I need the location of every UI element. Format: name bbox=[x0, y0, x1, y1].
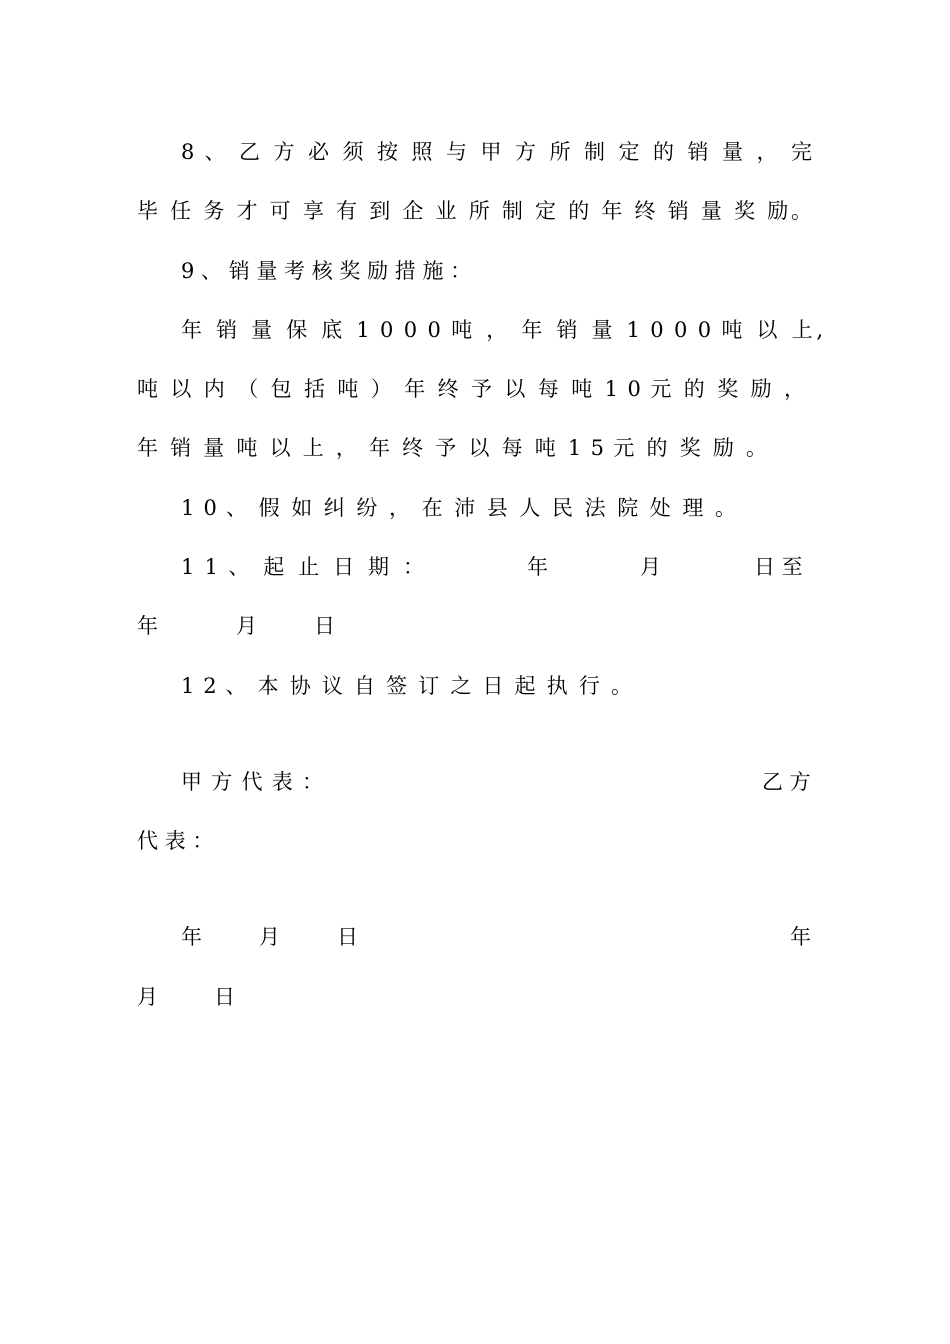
party-b-sign-day: 日 bbox=[214, 985, 235, 1009]
party-b-sign-year: 年 bbox=[790, 925, 811, 949]
party-a-sign-month: 月 bbox=[259, 925, 280, 949]
clause-11-end-year: 年 bbox=[137, 614, 158, 638]
clause-12: 1 2 、 本 协 议 自 签 订 之 日 起 执 行 。 bbox=[181, 674, 632, 698]
clause-10: 1 0 、 假 如 纠 纷 ， 在 沛 县 人 民 法 院 处 理 。 bbox=[181, 496, 736, 520]
party-a-sign-day: 日 bbox=[337, 925, 358, 949]
party-b-representative-label-part-1: 乙 方 bbox=[762, 770, 811, 794]
clause-8-line-2: 毕 任 务 才 可 享 有 到 企 业 所 制 定 的 年 终 销 量 奖 励。 bbox=[137, 199, 812, 223]
party-b-sign-month: 月 bbox=[137, 985, 158, 1009]
party-a-sign-year: 年 bbox=[181, 925, 202, 949]
clause-9-heading: 9 、 销 量 考 核 奖 励 措 施 ： bbox=[181, 259, 472, 283]
clause-11-end-day: 日 bbox=[314, 614, 335, 638]
clause-11-start-year: 年 bbox=[527, 555, 548, 579]
party-b-representative-label-part-2: 代 表 ： bbox=[137, 829, 214, 853]
clause-11-end-month: 月 bbox=[236, 614, 257, 638]
clause-11-start-month: 月 bbox=[640, 555, 661, 579]
clause-9-line-1: 年 销 量 保 底 1 0 0 0 吨 ， 年 销 量 1 0 0 0 吨 以 上, bbox=[181, 318, 823, 342]
party-a-representative-label: 甲 方 代 表 ： bbox=[181, 770, 323, 794]
clause-8-line-1: 8 、 乙 方 必 须 按 照 与 甲 方 所 制 定 的 销 量 ， 完 bbox=[181, 140, 812, 164]
clause-11-label: 1 1 、 起 止 日 期 ： bbox=[181, 555, 424, 579]
clause-11-start-day-to: 日 至 bbox=[754, 555, 803, 579]
clause-9-line-2: 吨 以 内 （ 包 括 吨 ） 年 终 予 以 每 吨 1 0 元 的 奖 励 ， bbox=[137, 377, 805, 401]
clause-9-line-3: 年 销 量 吨 以 上 ， 年 终 予 以 每 吨 1 5 元 的 奖 励 。 bbox=[137, 436, 767, 460]
